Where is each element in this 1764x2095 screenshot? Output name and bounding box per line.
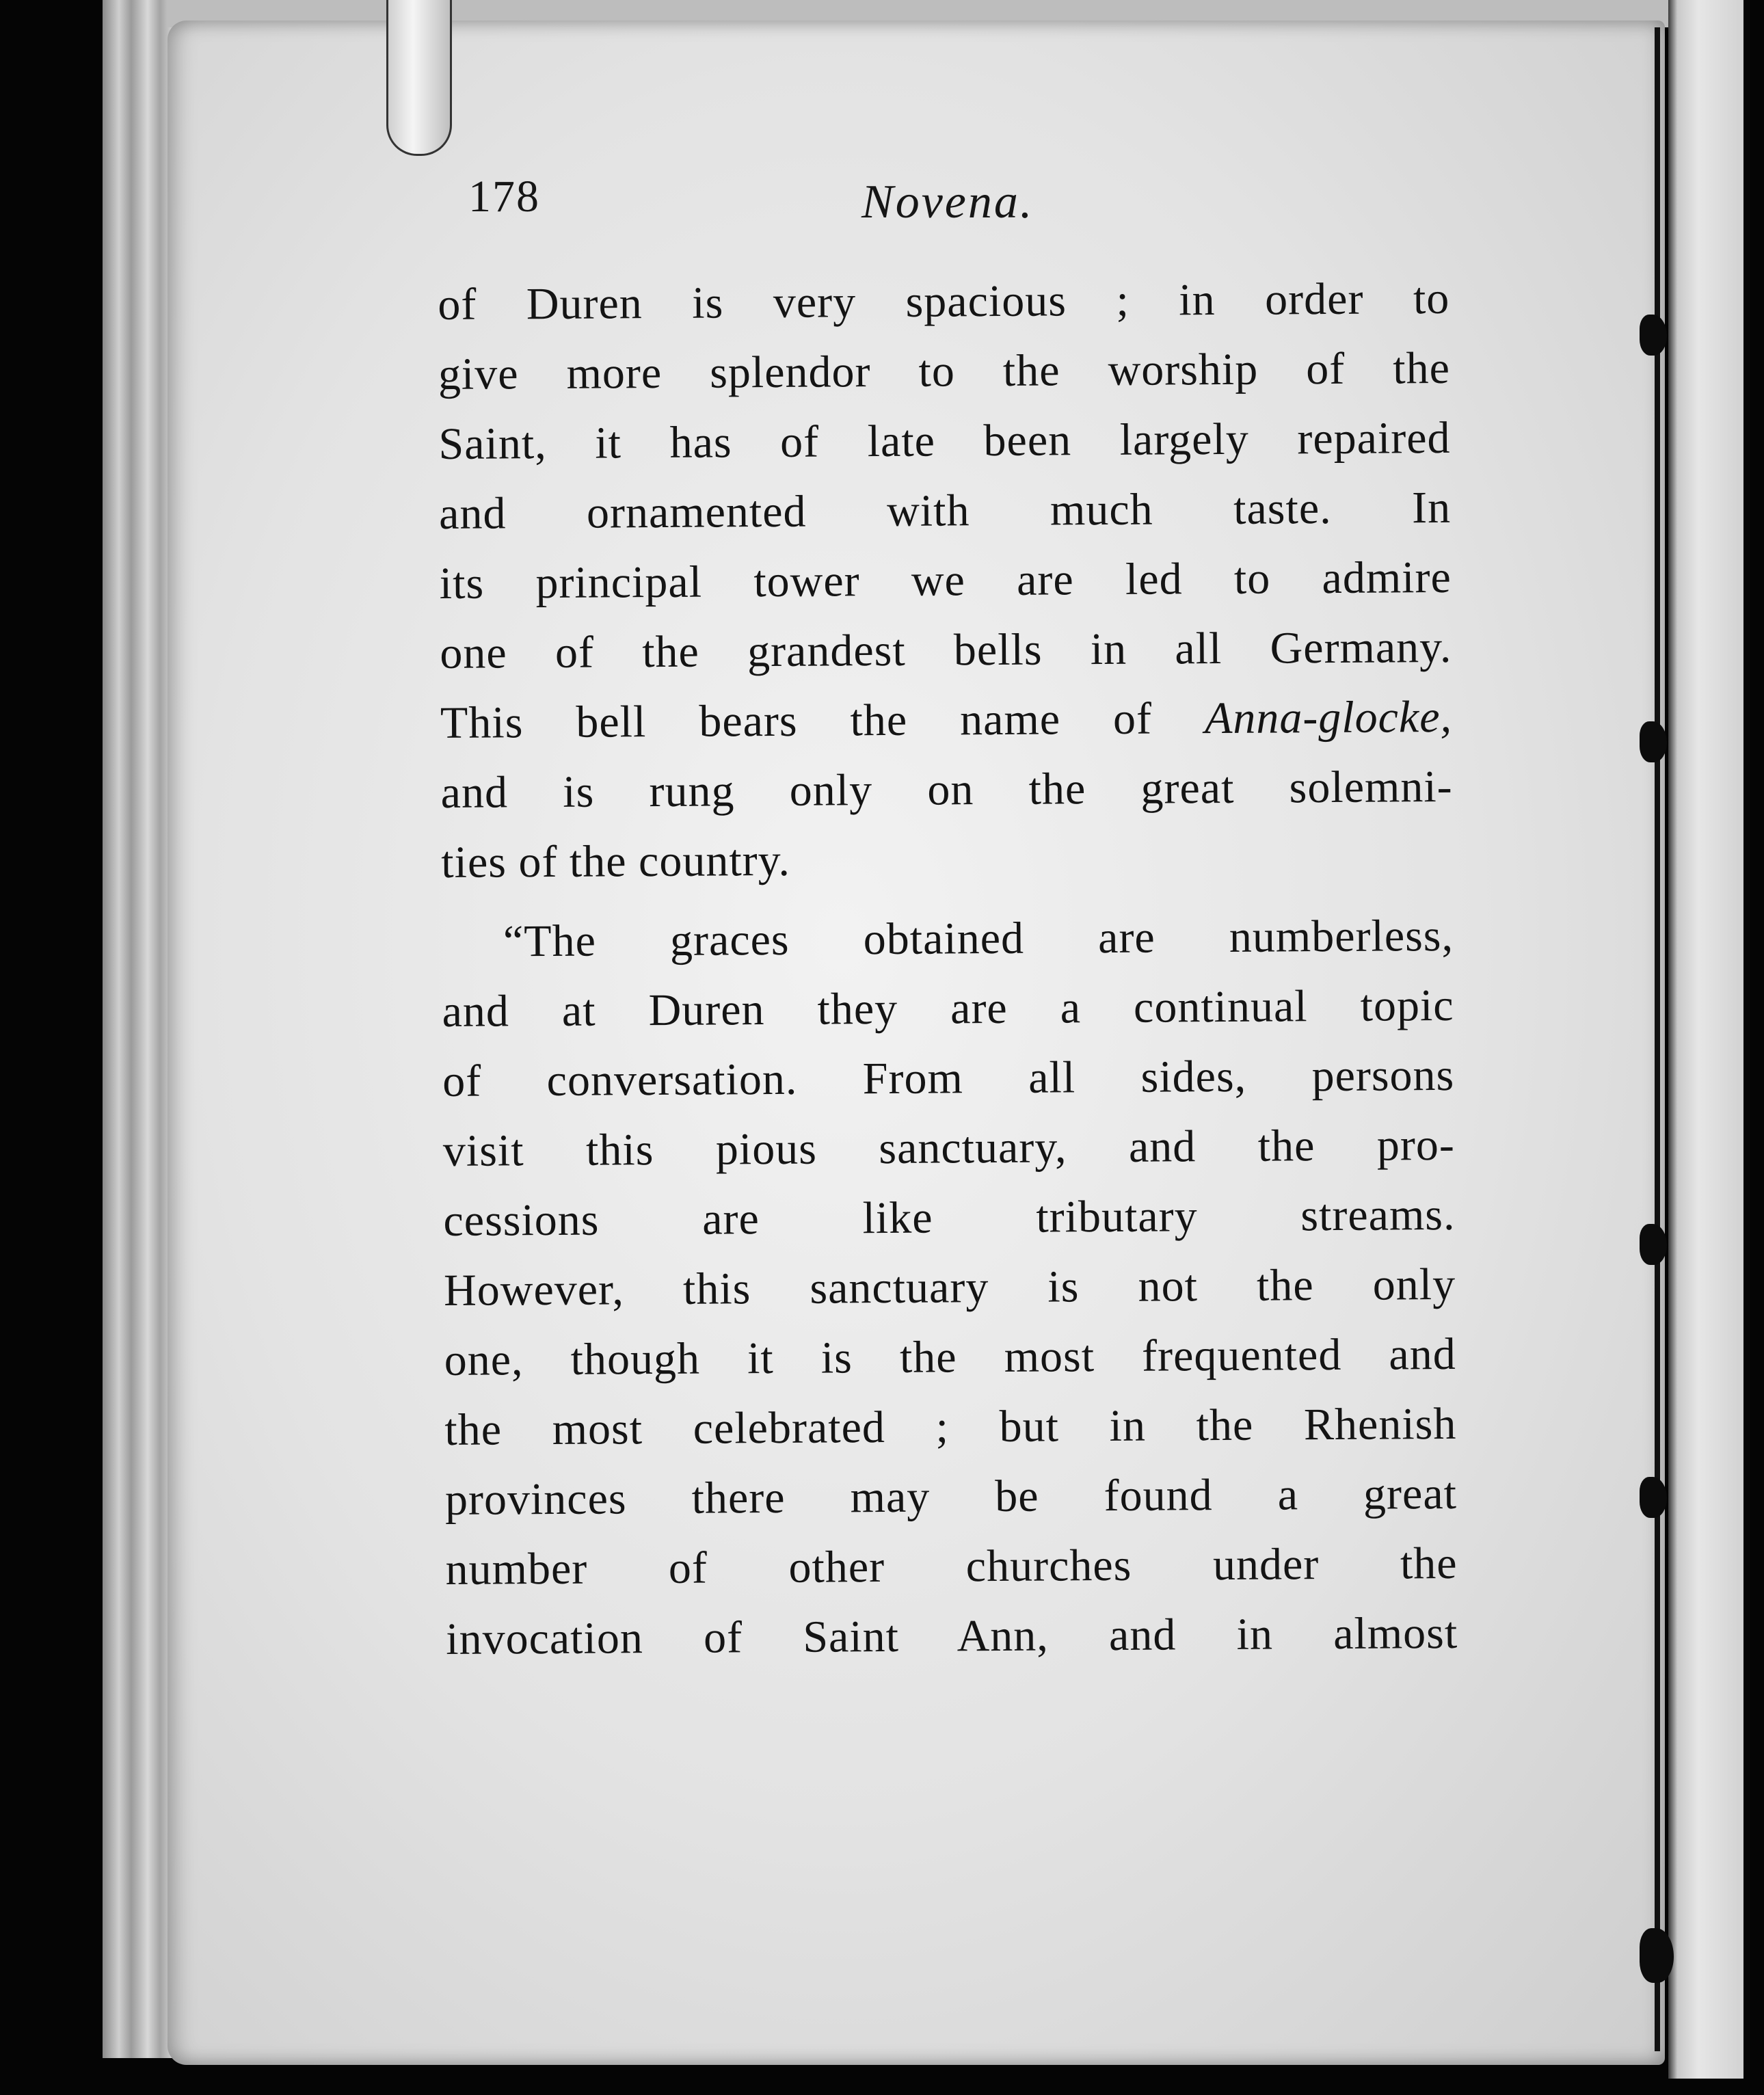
text-line-with-italic (440, 682, 1453, 758)
text-line: of conversation. From all sides, persons (442, 1050, 1455, 1106)
running-title: Novena. (861, 176, 1034, 228)
text-line: visit this pious sanctuary, and the pro- (442, 1119, 1456, 1176)
text-line: of Duren is very spacious ; in order to (438, 273, 1450, 330)
body-text (438, 264, 1458, 1674)
text-line: However, this sanctuary is not the only (443, 1259, 1456, 1316)
text-line: one of the grandest bells in all Germany. (440, 622, 1452, 678)
text-line: “The graces obtained are numberless, (503, 910, 1454, 967)
text-line: and is rung only on the great solemni- (440, 761, 1453, 818)
text-line: and ornamented with much taste. In (438, 482, 1452, 539)
binding-stitch (1640, 1224, 1667, 1265)
binding-stitch (1640, 721, 1667, 762)
text-line: number of other churches under the (445, 1538, 1458, 1594)
text-line: one, though it is the most frequented and (444, 1329, 1456, 1385)
text-line: provinces there may be found a great (444, 1468, 1458, 1525)
text-line: cessions are like tributary streams. (443, 1189, 1456, 1246)
binding-stitch (1640, 315, 1667, 356)
facing-page-edge (1668, 0, 1743, 2079)
binding-stitch (1640, 1477, 1667, 1518)
text-line: and at Duren they are a continual topic (442, 980, 1454, 1037)
text-line: its principal tower we are led to admire (439, 552, 1452, 609)
text-fragment: This bell bears the name of (440, 693, 1153, 748)
italic-term: Anna-glocke, (1204, 691, 1453, 744)
binding-stitch (1640, 1928, 1674, 1983)
paragraph (442, 901, 1458, 1674)
text-line: invocation of Saint Ann, and in almost (446, 1607, 1458, 1664)
paragraph (438, 264, 1454, 898)
text-line: the most celebrated ; but in the Rhenish (444, 1398, 1457, 1455)
text-line: give more splendor to the worship of the (438, 343, 1451, 399)
page-number: 178 (468, 172, 540, 222)
running-head (468, 171, 1439, 239)
bookmark-ribbon (386, 0, 452, 156)
text-line: Saint, it has of late been largely repaired (438, 412, 1451, 469)
text-line: ties of the country. (441, 835, 791, 888)
